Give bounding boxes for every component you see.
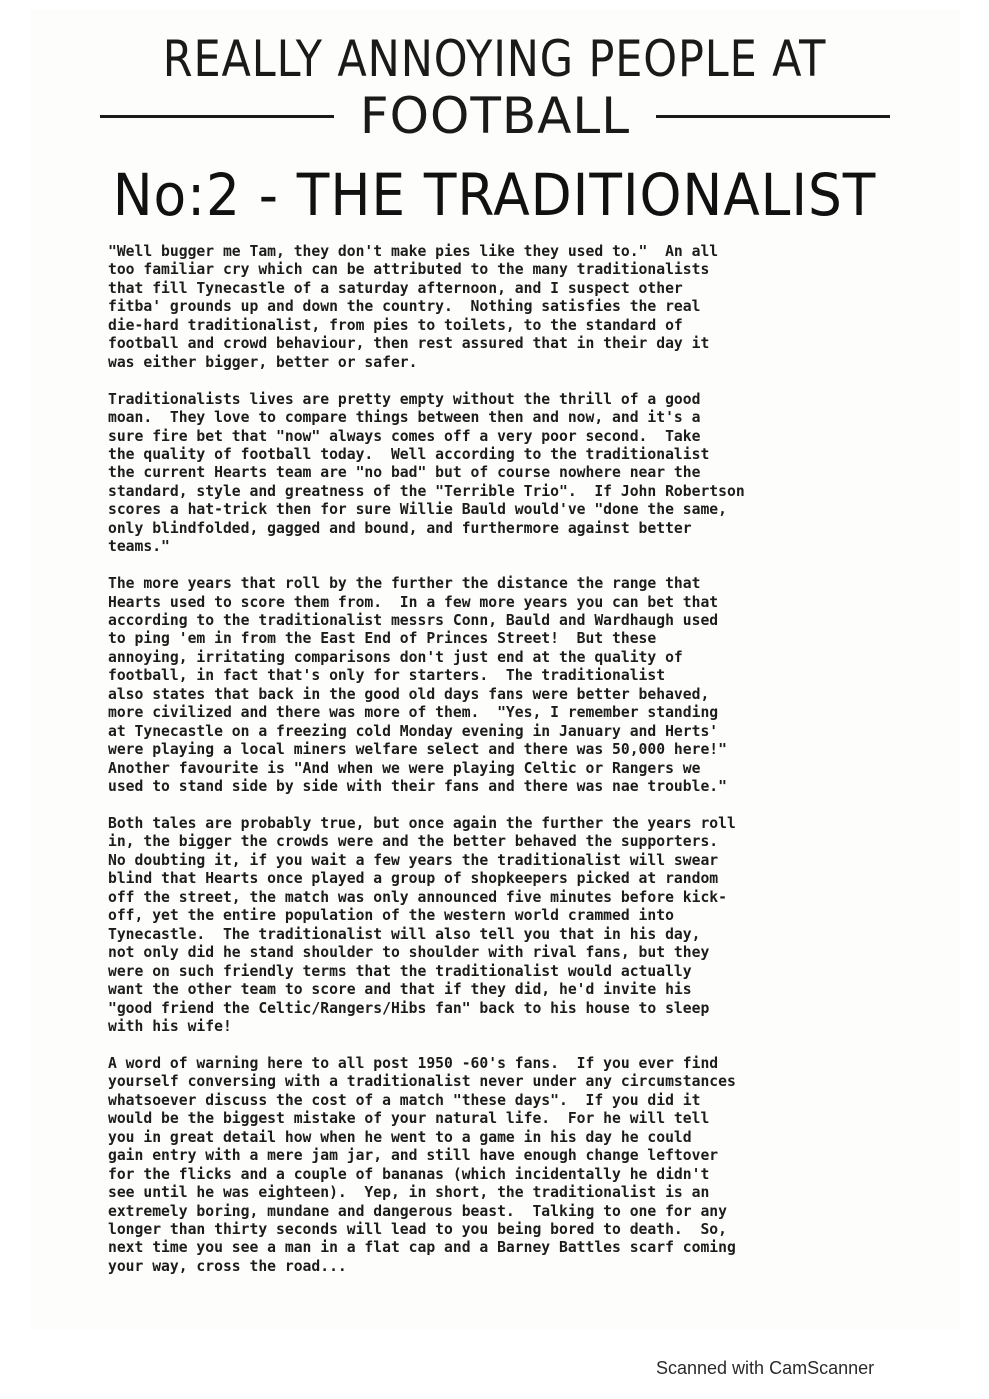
paragraph <box>108 243 908 372</box>
text-line: yourself conversing with a traditionalist never under any circumstances <box>108 1073 736 1091</box>
paragraph <box>108 575 908 796</box>
text-line: gain entry with a mere jam jar, and still have enough change leftover <box>108 1147 719 1165</box>
text-line: that fill Tynecastle of a saturday afternoon, and I suspect other <box>108 279 683 297</box>
text-line: Both tales are probably true, but once again the further the years roll <box>108 815 736 832</box>
text-line: only blindfolded, gagged and bound, and furthermore against better <box>108 519 692 537</box>
page-title: REALLY ANNOYING PEOPLE AT <box>162 30 827 88</box>
text-line: fitba' grounds up and down the country. Nothing satisfies the real <box>108 298 701 316</box>
scanner-watermark: Scanned with CamScanner <box>656 1358 875 1378</box>
text-line: would be the biggest mistake of your natural life. For he will tell <box>108 1110 710 1128</box>
text-line: annoying, irritating comparisons don't just end at the quality of <box>108 648 683 666</box>
text-line: Another favourite is "And when we were playing Celtic or Rangers we <box>108 759 701 777</box>
page-subtitle: FOOTBALL <box>359 87 631 145</box>
text-line: also states that back in the good old days fans were better behaved, <box>108 685 710 703</box>
text-line: not only did he stand shoulder to shoulder with rival fans, but they <box>108 944 710 962</box>
text-line: The more years that roll by the further the distance the range that <box>108 575 701 593</box>
text-line: next time you see a man in a flat cap and a Barney Battles scarf coming <box>108 1239 736 1257</box>
text-line: sure fire bet that "now" always comes off a very poor second. Take <box>108 427 701 445</box>
text-line: used to stand side by side with their fans and there was nae trouble." <box>108 778 727 796</box>
text-line: were playing a local miners welfare select and there was 50,000 here!" <box>108 741 727 759</box>
text-line: No doubting it, if you wait a few years the traditionalist will swear <box>108 851 719 869</box>
paragraph <box>108 391 908 557</box>
text-line: Hearts used to score them from. In a few more years you can bet that <box>108 593 719 611</box>
text-line: teams." <box>108 538 170 556</box>
text-line: football, in fact that's only for starters. The traditionalist <box>108 667 666 685</box>
text-line: standard, style and greatness of the "Terrible Trio". If John Robertson <box>108 482 745 500</box>
text-line: longer than thirty seconds will lead to you being bored to death. So, <box>108 1220 727 1238</box>
text-line: the quality of football today. Well according to the traditionalist <box>108 445 710 463</box>
paragraph <box>108 1055 908 1276</box>
text-line: moan. They love to compare things between then and now, and it's a <box>108 409 701 427</box>
text-line: the current Hearts team are "no bad" but of course nowhere near the <box>108 464 701 482</box>
text-line: was either bigger, better or safer. <box>108 353 418 371</box>
text-line: A word of warning here to all post 1950 -60's fans. If you ever find <box>108 1054 719 1072</box>
text-line: Tynecastle. The traditionalist will also tell you that in his day, <box>108 925 701 943</box>
text-line: were on such friendly terms that the traditionalist would actually <box>108 962 692 980</box>
text-line: whatsoever discuss the cost of a match "these days". If you did it <box>108 1091 701 1109</box>
text-line: die-hard traditionalist, from pies to toilets, to the standard of <box>108 316 683 334</box>
left-rule <box>100 115 334 118</box>
paragraph <box>108 815 908 1036</box>
text-line: football and crowd behaviour, then rest assured that in their day it <box>108 335 710 353</box>
text-line: "good friend the Celtic/Rangers/Hibs fan" back to his house to sleep <box>108 999 710 1017</box>
text-line: want the other team to score and that if they did, he'd invite his <box>108 981 692 999</box>
subtitle-row <box>100 86 890 146</box>
right-rule <box>656 115 890 118</box>
text-line: Traditionalists lives are pretty empty without the thrill of a good <box>108 390 701 408</box>
text-line: blind that Hearts once played a group of shopkeepers picked at random <box>108 870 719 888</box>
text-line: in, the bigger the crowds were and the better behaved the supporters. <box>108 833 719 851</box>
text-line: to ping 'em in from the East End of Princes Street! But these <box>108 630 657 648</box>
article-body <box>108 243 908 1295</box>
text-line: you in great detail how when he went to a game in his day he could <box>108 1128 692 1146</box>
text-line: off the street, the match was only announced five minutes before kick- <box>108 888 727 906</box>
article-heading: No:2 - THE TRADITIONALIST <box>112 161 877 229</box>
text-line: see until he was eighteen). Yep, in short, the traditionalist is an <box>108 1184 710 1202</box>
text-line: scores a hat-trick then for sure Willie Bauld would've "done the same, <box>108 501 727 519</box>
text-line: "Well bugger me Tam, they don't make pies like they used to." An all <box>108 243 719 260</box>
text-line: according to the traditionalist messrs Conn, Bauld and Wardhaugh used <box>108 612 719 630</box>
text-line: with his wife! <box>108 1017 232 1035</box>
text-line: your way, cross the road... <box>108 1257 347 1275</box>
text-line: for the flicks and a couple of bananas (which incidentally he didn't <box>108 1165 710 1183</box>
text-line: too familiar cry which can be attributed to the many traditionalists <box>108 261 710 279</box>
text-line: more civilized and there was more of them. "Yes, I remember standing <box>108 704 719 722</box>
text-line: off, yet the entire population of the western world crammed into <box>108 907 674 925</box>
text-line: extremely boring, mundane and dangerous beast. Talking to one for any <box>108 1202 727 1220</box>
text-line: at Tynecastle on a freezing cold Monday evening in January and Herts' <box>108 722 719 740</box>
